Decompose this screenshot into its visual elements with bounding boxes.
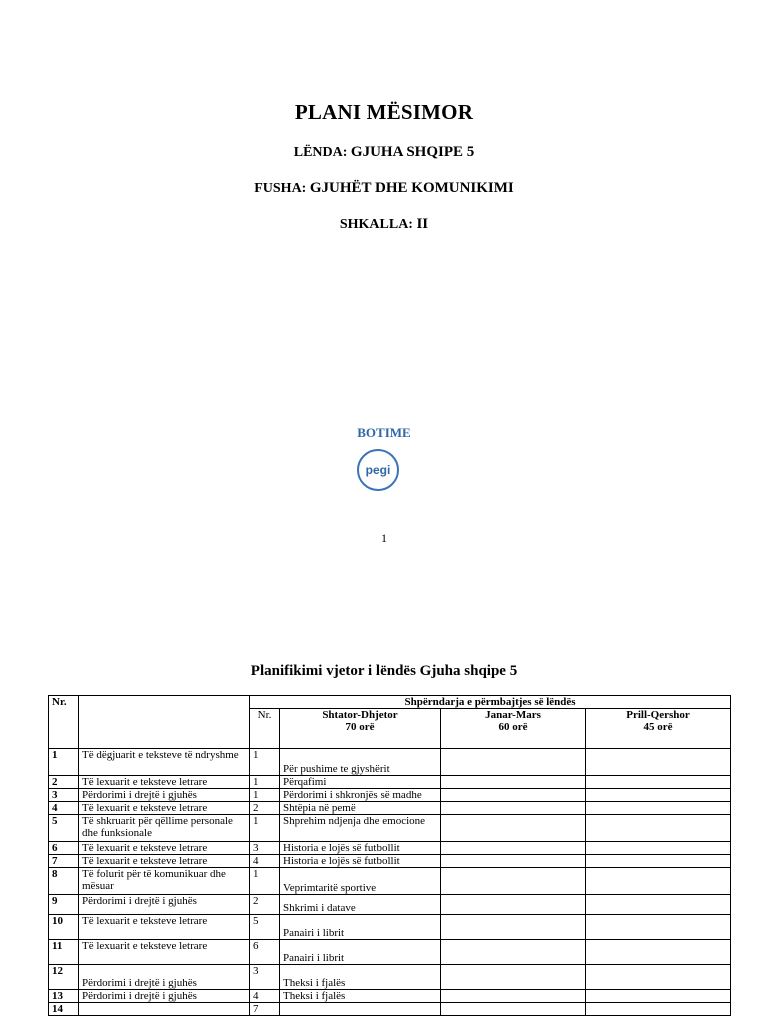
row-nr: 6: [49, 842, 79, 855]
row-area: Të dëgjuarit e teksteve të ndryshme: [79, 749, 250, 776]
row-area: Të lexuarit e teksteve letrare: [79, 802, 250, 815]
row-sub-nr: 1: [250, 749, 280, 776]
row-topic: Historia e lojës së futbollit: [280, 842, 441, 855]
row-nr: 3: [49, 789, 79, 802]
row-period-3: [586, 776, 731, 789]
row-period-2: [441, 990, 586, 1003]
row-topic: [280, 1003, 441, 1016]
period-name: Janar-Mars: [485, 709, 541, 721]
subject-value: GJUHA SHQIPE 5: [350, 144, 475, 160]
row-period-3: [586, 855, 731, 868]
period-hours: 70 orë: [345, 721, 375, 733]
row-topic: Shprehim ndjenja dhe emocione: [280, 815, 441, 842]
row-period-3: [586, 868, 731, 895]
row-area: Përdorimi i drejtë i gjuhës: [79, 895, 250, 915]
table-row: [49, 940, 731, 965]
row-area: Të shkruarit për qëllime personale dhe funksionale: [79, 815, 250, 842]
row-period-3: [586, 915, 731, 940]
logo-text: pegi: [365, 463, 391, 477]
row-period-2: [441, 965, 586, 990]
row-area: Të lexuarit e teksteve letrare: [79, 842, 250, 855]
field-line: [0, 180, 768, 197]
row-topic: Panairi i librit: [280, 940, 441, 965]
table-row: [49, 895, 731, 915]
row-period-3: [586, 965, 731, 990]
subject-line: [0, 144, 768, 161]
level-label: SHKALLA:: [339, 217, 413, 232]
row-area: Të folurit për të komunikuar dhe mësuar: [79, 868, 250, 895]
row-sub-nr: 1: [250, 815, 280, 842]
table-row: [49, 990, 731, 1003]
row-nr: 5: [49, 815, 79, 842]
period-hours: 60 orë: [498, 721, 528, 733]
row-period-2: [441, 868, 586, 895]
page-number: 1: [381, 531, 387, 545]
row-period-3: [586, 895, 731, 915]
row-topic: Shtëpia në pemë: [280, 802, 441, 815]
row-period-3: [586, 802, 731, 815]
table-row: [49, 776, 731, 789]
table-row: [49, 855, 731, 868]
row-sub-nr: 2: [250, 895, 280, 915]
table-row: [49, 965, 731, 990]
row-nr: 11: [49, 940, 79, 965]
row-period-3: [586, 940, 731, 965]
row-period-2: [441, 915, 586, 940]
row-nr: 13: [49, 990, 79, 1003]
row-topic: Theksi i fjalës: [280, 990, 441, 1003]
row-period-2: [441, 749, 586, 776]
row-nr: 12: [49, 965, 79, 990]
row-period-2: [441, 1003, 586, 1016]
row-period-3: [586, 815, 731, 842]
row-sub-nr: 3: [250, 842, 280, 855]
group-header: Shpërndarja e përmbajtjes së lëndës: [250, 696, 731, 709]
document-title: PLANI MËSIMOR: [294, 100, 474, 124]
pegi-logo-icon: [357, 449, 399, 491]
table-row: [49, 1003, 731, 1016]
row-period-2: [441, 815, 586, 842]
row-period-3: [586, 749, 731, 776]
row-area: Përdorimi i drejtë i gjuhës: [79, 990, 250, 1003]
row-topic: Përdorimi i shkronjës së madhe: [280, 789, 441, 802]
row-nr: 14: [49, 1003, 79, 1016]
row-period-2: [441, 789, 586, 802]
row-area: Të lexuarit e teksteve letrare: [79, 776, 250, 789]
row-nr: 10: [49, 915, 79, 940]
row-area: Të lexuarit e teksteve letrare: [79, 940, 250, 965]
row-sub-nr: 3: [250, 965, 280, 990]
table-row: [49, 868, 731, 895]
level-line: [0, 216, 768, 233]
row-sub-nr: 4: [250, 990, 280, 1003]
row-nr: 8: [49, 868, 79, 895]
period-header: [441, 709, 586, 749]
row-sub-nr: 1: [250, 789, 280, 802]
row-nr: 2: [49, 776, 79, 789]
row-topic: Shkrimi i datave: [280, 895, 441, 915]
row-nr: 7: [49, 855, 79, 868]
subject-label: LËNDA:: [293, 145, 348, 160]
period-name: Prill-Qershor: [626, 709, 690, 721]
col-nr-header: Nr.: [49, 696, 79, 749]
table-row: [49, 789, 731, 802]
row-sub-nr: 1: [250, 868, 280, 895]
table-body: [49, 749, 731, 1016]
level-value: II: [416, 216, 429, 232]
row-period-2: [441, 940, 586, 965]
field-label: FUSHA:: [254, 181, 307, 196]
row-period-2: [441, 842, 586, 855]
publisher-name: BOTIME: [357, 425, 411, 440]
row-sub-nr: 1: [250, 776, 280, 789]
table-row: [49, 815, 731, 842]
row-area: Të lexuarit e teksteve letrare: [79, 855, 250, 868]
period-name: Shtator-Dhjetor: [322, 709, 398, 721]
row-area: Përdorimi i drejtë i gjuhës: [79, 965, 250, 990]
field-value: GJUHËT DHE KOMUNIKIMI: [309, 180, 514, 196]
row-area: Përdorimi i drejtë i gjuhës: [79, 789, 250, 802]
table-row: [49, 915, 731, 940]
row-sub-nr: 5: [250, 915, 280, 940]
row-area: Të lexuarit e teksteve letrare: [79, 915, 250, 940]
row-sub-nr: 7: [250, 1003, 280, 1016]
sub-nr-header: Nr.: [250, 709, 280, 749]
period-header: [586, 709, 731, 749]
row-period-2: [441, 802, 586, 815]
row-topic: Veprimtaritë sportive: [280, 868, 441, 895]
row-period-3: [586, 1003, 731, 1016]
annual-plan-table: [48, 695, 731, 1016]
table-row: [49, 749, 731, 776]
row-period-3: [586, 990, 731, 1003]
row-topic: Për pushime te gjyshërit: [280, 749, 441, 776]
row-period-3: [586, 789, 731, 802]
row-sub-nr: 4: [250, 855, 280, 868]
row-topic: Theksi i fjalës: [280, 965, 441, 990]
col-area-header: [79, 696, 250, 749]
row-nr: 9: [49, 895, 79, 915]
row-topic: Panairi i librit: [280, 915, 441, 940]
row-period-2: [441, 776, 586, 789]
row-sub-nr: 6: [250, 940, 280, 965]
period-header: [280, 709, 441, 749]
row-sub-nr: 2: [250, 802, 280, 815]
row-area: [79, 1003, 250, 1016]
row-period-2: [441, 895, 586, 915]
table-title: Planifikimi vjetor i lëndës Gjuha shqipe 5: [250, 663, 518, 679]
row-topic: Përqafimi: [280, 776, 441, 789]
row-topic: Historia e lojës së futbollit: [280, 855, 441, 868]
row-period-3: [586, 842, 731, 855]
table-row: [49, 802, 731, 815]
table-header: [49, 696, 731, 749]
row-nr: 4: [49, 802, 79, 815]
row-period-2: [441, 855, 586, 868]
row-nr: 1: [49, 749, 79, 776]
table-row: [49, 842, 731, 855]
period-hours: 45 orë: [643, 721, 673, 733]
